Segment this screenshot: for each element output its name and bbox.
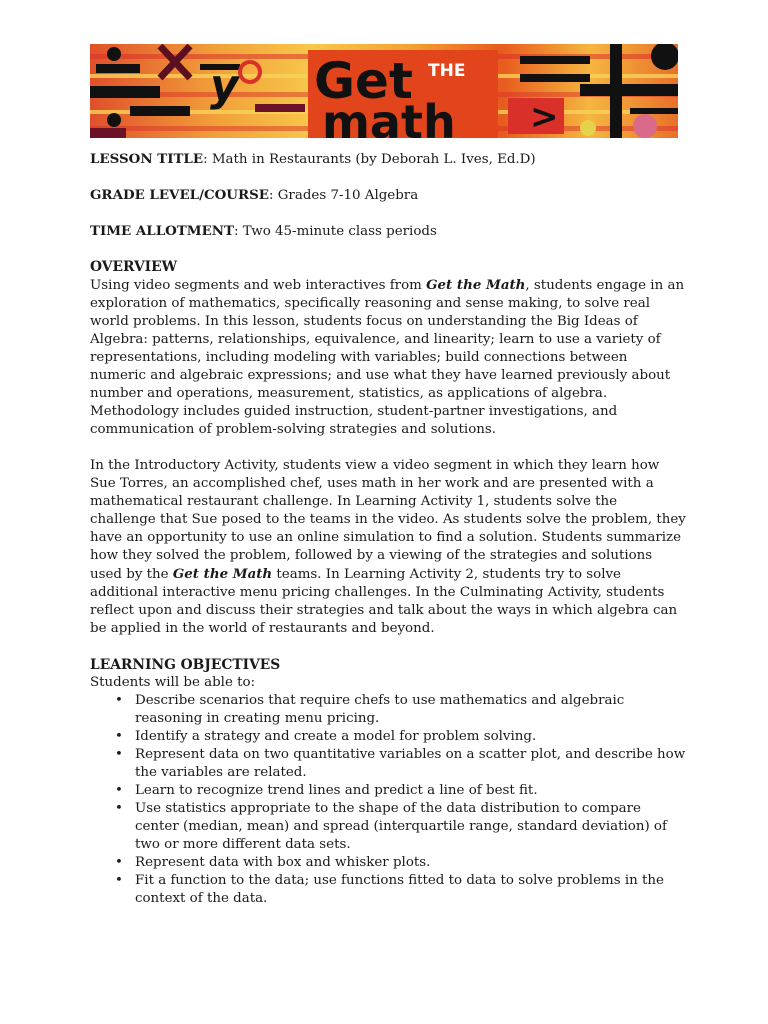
overview-p2-text-a: In the Introductory Activity, students view a video segment in which they learn how Sue Torres, an accomplished chef, uses math in her work and are presented with a mathematical restaurant challenge. In Learning Activity 1, students solve the challenge that Sue posed to the teams in the video. As students solve the problem, they have an opportunity to use an online simulation to find a solution. Students summarize how they solved the problem, followed by a viewing of the strategies and solutions used by the (90, 458, 686, 582)
lesson-title-value: : Math in Restaurants (by Deborah L. Ives, Ed.D) (203, 152, 536, 167)
objective-item: • Fit a function to the data; use functions fitted to data to solve problems in the context of the data. (135, 872, 686, 908)
get-the-math-banner (90, 44, 678, 138)
objective-item: • Represent data on two quantitative variables on a scatter plot, and describe how the variables are related. (135, 746, 686, 782)
learning-objectives-heading: LEARNING OBJECTIVES (90, 657, 281, 673)
overview-p1-text-a: Using video segments and web interactives from (90, 278, 427, 293)
overview-paragraph-2 (90, 457, 686, 638)
lesson-title-line (90, 150, 686, 169)
overview-p1-text-b: , students engage in an exploration of mathematics, specifically reasoning and sense making, to solve real world problems. In this lesson, students focus on understanding the Big Ideas of Algebra: patterns, relationships, equivalence, and linearity; learn to use a variety of representations, including modeling with variables; build connections between numeric and algebraic expressions; and use what they have learned previously about number and operations, measurement, statistics, as applications of algebra. Methodology includes guided instruction, student-partner investigations, and communication of problem-solving strategies and solutions. (90, 278, 685, 437)
overview-heading: OVERVIEW (90, 259, 178, 275)
logo-math: math (322, 95, 456, 138)
overview-p2-brand: Get the Math (172, 566, 273, 582)
grade-level-line (90, 186, 686, 205)
objective-item: • Identify a strategy and create a model for problem solving. (135, 728, 686, 746)
grade-level-label: GRADE LEVEL/COURSE (90, 187, 269, 203)
banner-graphic (90, 44, 678, 138)
grade-level-value: : Grades 7-10 Algebra (268, 188, 419, 203)
objective-item: • Use statistics appropriate to the shape of the data distribution to compare center (median, mean) and spread (interquartile range, standard deviation) of two or more different data sets. (135, 800, 686, 854)
time-allotment-value: : Two 45-minute class periods (234, 224, 437, 239)
objective-item: • Describe scenarios that require chefs to use mathematics and algebraic reasoning in creating menu pricing. (135, 692, 686, 728)
lesson-content (90, 150, 686, 908)
learning-objectives-list (90, 692, 686, 908)
lesson-title-label: LESSON TITLE (90, 151, 204, 167)
overview-p1-brand: Get the Math (426, 277, 526, 293)
time-allotment-label: TIME ALLOTMENT (90, 223, 235, 239)
time-allotment-line (90, 222, 686, 241)
objective-item: • Learn to recognize trend lines and predict a line of best fit. (135, 782, 686, 800)
symbol-y: y (210, 60, 239, 111)
overview-paragraph-1 (90, 276, 686, 439)
overview-p2-text-b: teams. In Learning Activity 2, students try to solve additional interactive menu pricing challenges. In the Culminating Activity, students reflect upon and discuss their strategies and talk about the ways in which algebra can be applied in the world of restaurants and beyond. (90, 567, 678, 636)
logo-get: Get (314, 52, 413, 110)
logo-the: THE (428, 61, 466, 81)
objective-item: • Represent data with box and whisker plots. (135, 854, 686, 872)
symbol-greater-than: > (530, 97, 559, 137)
learning-objectives-intro: Students will be able to: (90, 675, 256, 690)
